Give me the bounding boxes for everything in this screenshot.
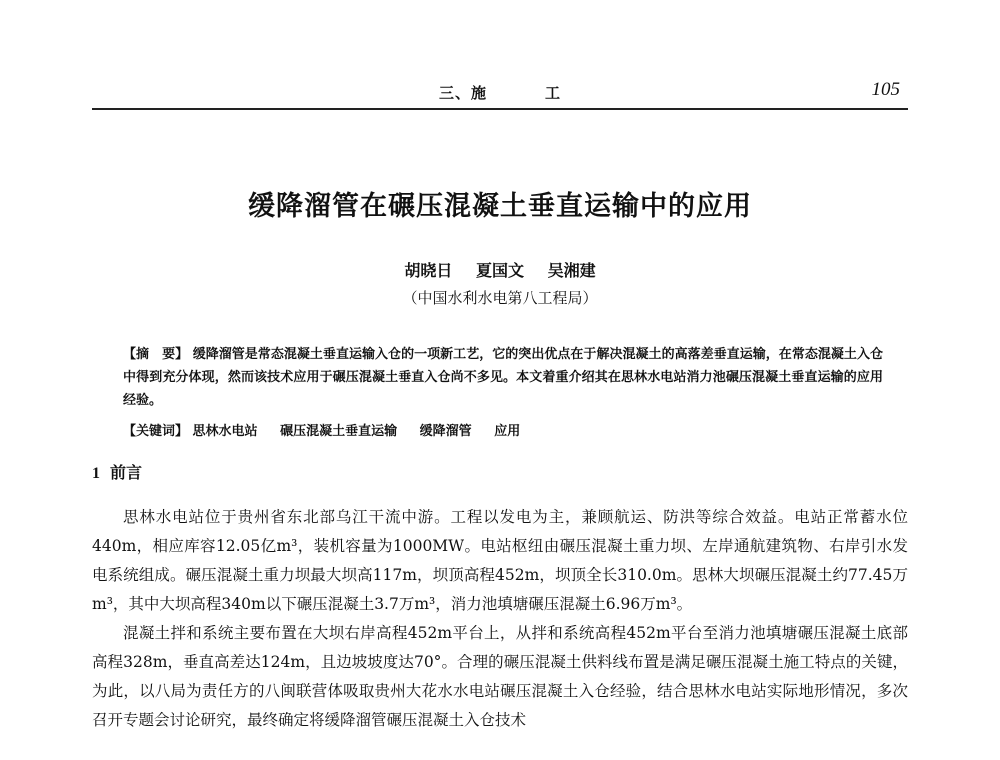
author: 吴湘建 [547,261,596,280]
author: 胡晓日 [404,261,453,280]
keywords [123,420,883,439]
abstract-text: 缓降溜管是常态混凝土垂直运输入仓的一项新工艺，它的突出优点在于解决混凝土的高落差垂直运输，在常态混凝土入仓中得到充分体现，然而该技术应用于碾压混凝土垂直入仓尚不多见。本文着重介绍其在思林水电站消力池碾压混凝土垂直运输的应用经验。 [123,347,883,408]
paper-title: 缓降溜管在碾压混凝土垂直运输中的应用 [248,191,752,222]
section-label [92,82,908,103]
page-number: 105 [871,79,900,100]
keyword: 缓降溜管 [419,424,472,439]
section-heading [92,460,142,483]
author: 夏国文 [475,261,524,280]
keyword: 碾压混凝土垂直运输 [280,424,398,439]
section-label-left: 三、施 [438,84,487,102]
paragraph: 混凝土拌和系统主要布置在大坝右岸高程452m平台上，从拌和系统高程452m平台至消力池填塘碾压混凝土底部高程328m，垂直高差达124m，且边坡坡度达70°。合理的碾压混凝土供料线布置是满足碾压混凝土施工特点的关键，为此，以八局为责任方的八闽联营体吸取贵州大花水水电站碾压混凝土入仓经验，结合思林水电站实际地形情况，多次召开专题会讨论研究，最终确定将缓降溜管碾压混凝土入仓技术 [92,624,908,729]
keywords-label: 【关键词】 [123,424,189,439]
author-list [0,258,1000,281]
abstract [123,343,883,412]
keyword: 思林水电站 [192,424,258,439]
running-head [92,79,908,110]
keyword: 应用 [494,424,521,439]
section-label-right: 工 [545,84,562,102]
paragraph: 思林水电站位于贵州省东北部乌江干流中游。工程以发电为主，兼顾航运、防洪等综合效益。电站正常蓄水位440m，相应库容12.05亿m³，装机容量为1000MW。电站枢纽由碾压混凝土重力坝、左岸通航建筑物、右岸引水发电系统组成。碾压混凝土重力坝最大坝高117m，坝顶高程452m，坝顶全长310.0m。思林大坝碾压混凝土约77.45万m³，其中大坝高程340m以下碾压混凝土3.7万m³，消力池填塘碾压混凝土6.96万m³。 [92,508,908,613]
section-number: 1 [92,465,100,482]
abstract-label: 【摘 要】 [123,347,189,362]
body-text [92,503,908,735]
section-title: 前言 [110,463,143,482]
affiliation: （中国水利水电第八工程局） [402,289,598,307]
